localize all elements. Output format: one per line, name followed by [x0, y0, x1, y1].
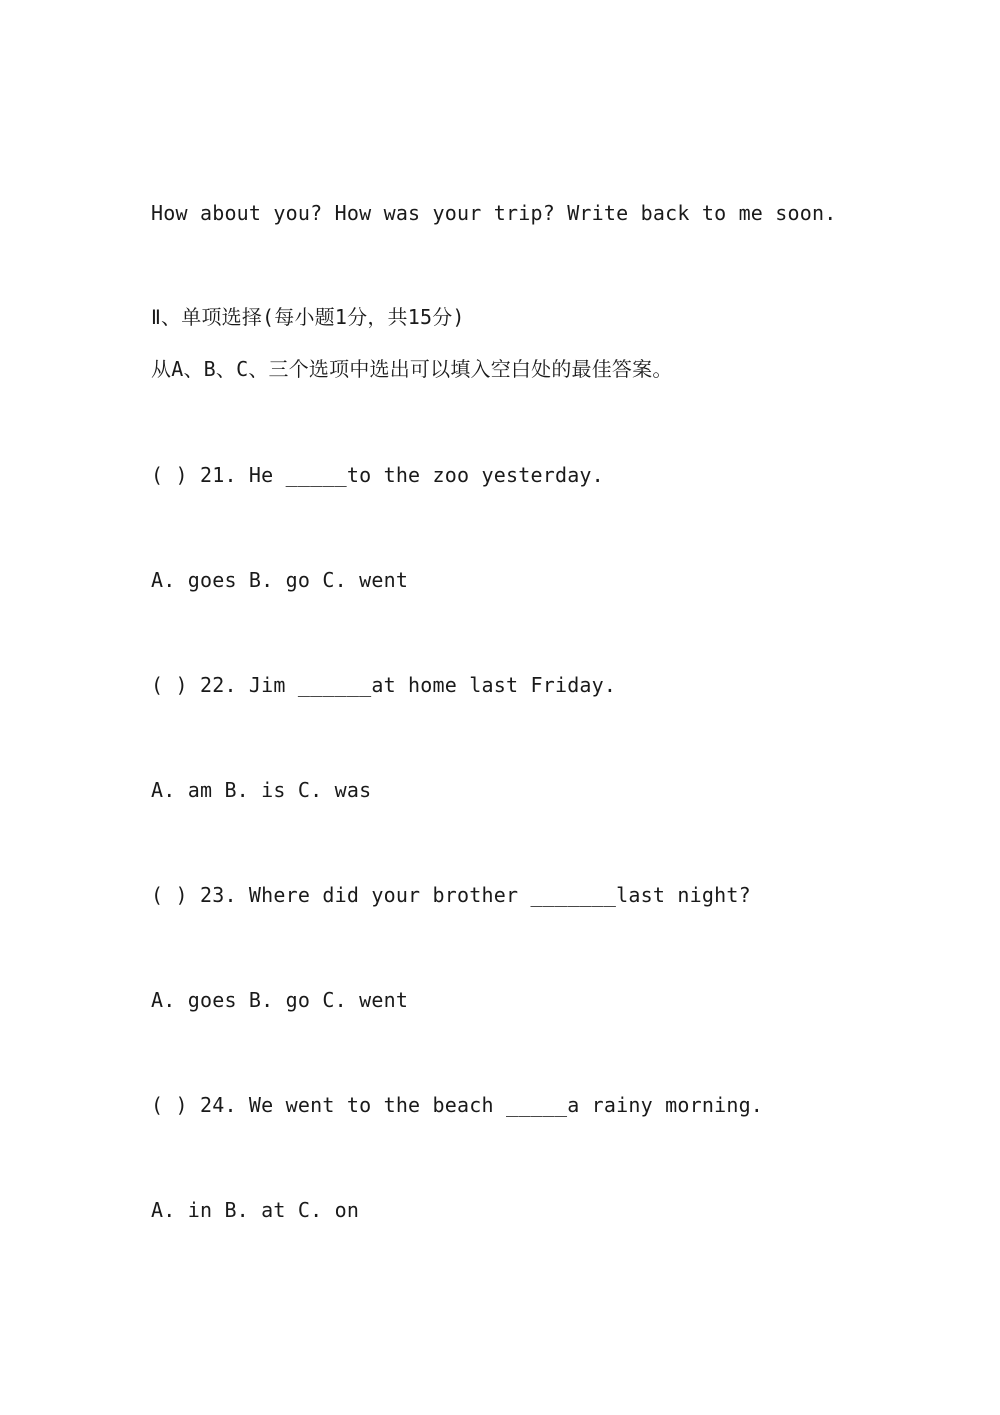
section-instruction: 从A、B、C、三个选项中选出可以填入空白处的最佳答案。	[151, 357, 673, 381]
section-heading: Ⅱ、单项选择(每小题1分，共15分)	[151, 305, 465, 329]
question-22-options: A. am B. is C. was	[151, 778, 372, 802]
letter-closing-text: How about you? How was your trip? Write back to me soon.	[151, 201, 837, 225]
question-21-stem: ( ) 21. He _____to the zoo yesterday.	[151, 463, 604, 487]
question-23-options: A. goes B. go C. went	[151, 988, 409, 1012]
question-23-stem: ( ) 23. Where did your brother _______last night?	[151, 883, 751, 907]
question-24-stem: ( ) 24. We went to the beach _____a rainy morning.	[151, 1093, 764, 1117]
question-22-stem: ( ) 22. Jim ______at home last Friday.	[151, 673, 617, 697]
question-24-options: A. in B. at C. on	[151, 1198, 360, 1222]
question-21-options: A. goes B. go C. went	[151, 568, 409, 592]
